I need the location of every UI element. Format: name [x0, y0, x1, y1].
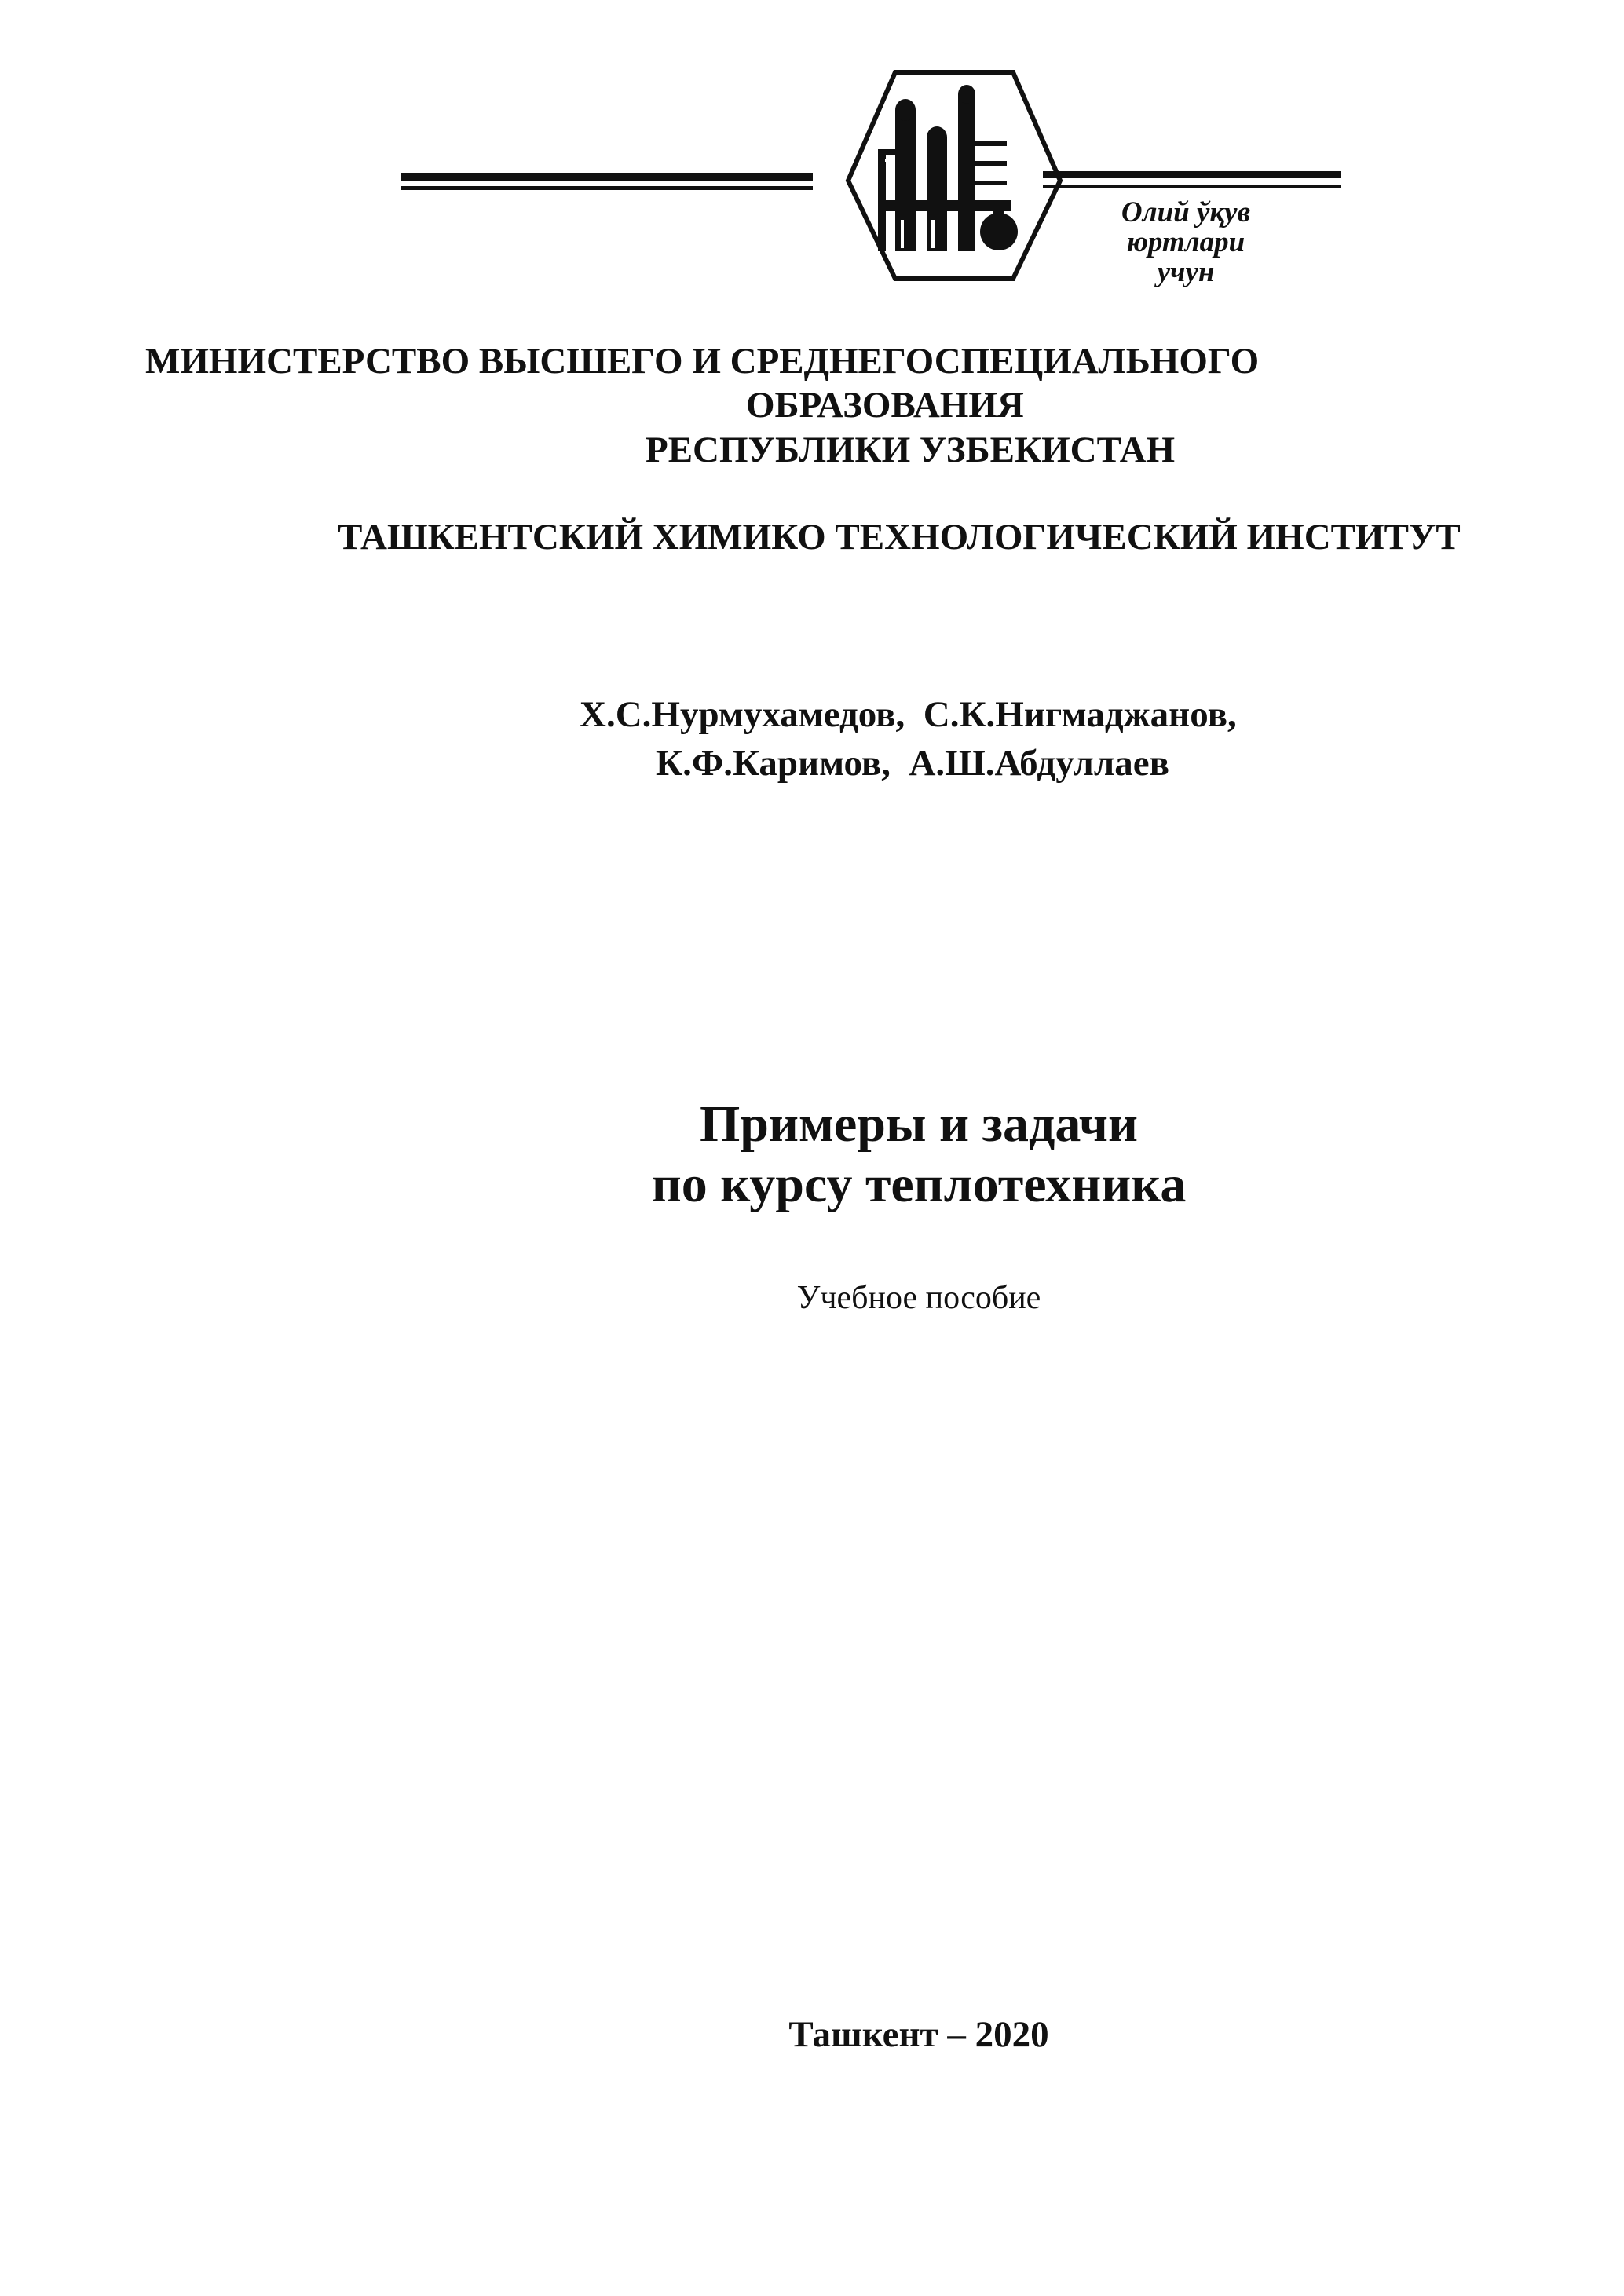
ministry-line-1: МИНИСТЕРСТВО ВЫСШЕГО И СРЕДНЕГОСПЕЦИАЛЬНОГО — [145, 341, 1260, 382]
authors-line-2: К.Ф.Каримов, А.Ш.Абдуллаев — [656, 743, 1170, 784]
imprint-city-year: Ташкент – 2020 — [788, 2014, 1049, 2055]
series-label-line-1: Олий ўқув — [1121, 196, 1251, 229]
book-title-line-1: Примеры и задачи — [699, 1095, 1139, 1153]
series-label — [1095, 198, 1276, 287]
series-label-line-3: учун — [1157, 256, 1215, 288]
book-title-line-2: по курсу теплотехника — [651, 1156, 1187, 1213]
ministry-line-2: ОБРАЗОВАНИЯ — [746, 385, 1024, 426]
book-subtitle: Учебное пособие — [796, 1280, 1041, 1316]
series-label-line-2: юртлари — [1126, 226, 1245, 258]
ministry-line-3: РЕСПУБЛИКИ УЗБЕКИСТАН — [646, 430, 1176, 470]
institute-name: ТАШКЕНТСКИЙ ХИМИКО ТЕХНОЛОГИЧЕСКИЙ ИНСТИТУТ — [338, 517, 1461, 558]
authors-line-1: Х.С.Нурмухамедов, С.К.Нигмаджанов, — [580, 694, 1237, 735]
